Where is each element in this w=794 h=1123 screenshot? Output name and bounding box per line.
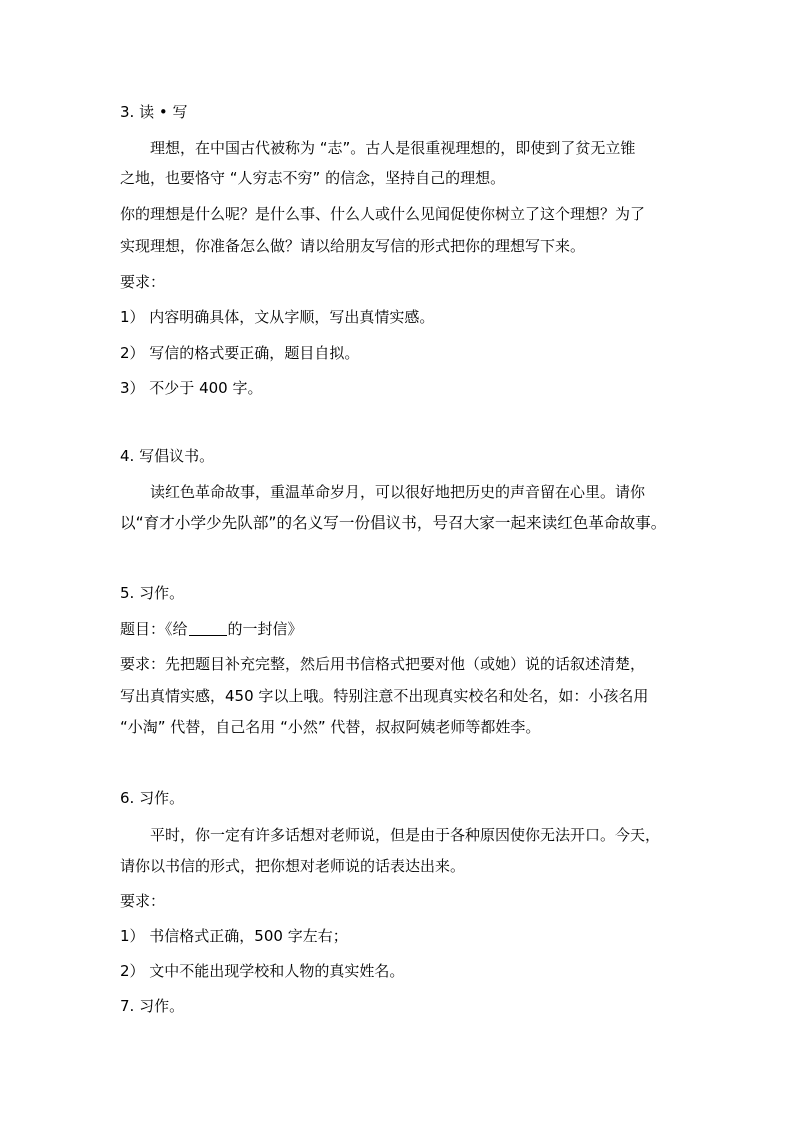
- q5-title-suffix: 的一封信》: [227, 620, 303, 638]
- q3-paragraph-2-line-2: 实现理想，你准备怎么做？请以给朋友写信的形式把你的理想写下来。: [120, 237, 586, 255]
- q3-requirement-1: 1） 内容明确具体，文从字顺，写出真情实感。: [120, 308, 435, 326]
- q4-line-2: 以“育才小学少先队部”的名义写一份倡议书，号召大家一起来读红色革命故事。: [120, 514, 667, 532]
- fill-in-blank: [189, 621, 227, 636]
- q4-line-1: 读红色革命故事，重温革命岁月，可以很好地把历史的声音留在心里。请你: [150, 483, 646, 501]
- q3-heading: 3. 读 • 写: [120, 103, 188, 121]
- q7-heading: 7. 习作。: [120, 997, 185, 1015]
- q3-requirement-2: 2） 写信的格式要正确，题目自拟。: [120, 344, 360, 362]
- q3-requirements-label: 要求：: [120, 273, 166, 291]
- q5-requirement-line-3: “小淘” 代替，自己名用 “小然” 代替，叔叔阿姨老师等都姓李。: [120, 718, 541, 736]
- q5-requirement-line-2: 写出真情实感，450 字以上哦。特别注意不出现真实校名和处名，如：小孩名用: [120, 687, 649, 705]
- q3-paragraph-2-line-1: 你的理想是什么呢？是什么事、什么人或什么见闻促使你树立了这个理想？为了: [120, 205, 646, 223]
- q6-line-2: 请你以书信的形式，把你想对老师说的话表达出来。: [120, 857, 466, 875]
- q3-paragraph-1-line-1: 理想，在中国古代被称为 “志”。古人是很重视理想的，即使到了贫无立锥: [150, 139, 636, 157]
- q6-heading: 6. 习作。: [120, 789, 185, 807]
- q6-line-1: 平时，你一定有许多话想对老师说，但是由于各种原因使你无法开口。今天，: [150, 826, 661, 844]
- q6-requirements-label: 要求：: [120, 892, 166, 910]
- q5-requirement-line-1: 要求：先把题目补充完整，然后用书信格式把要对他（或她）说的话叙述清楚，: [120, 655, 646, 673]
- q3-paragraph-1-line-2: 之地，也要恪守 “人穷志不穷” 的信念，坚持自己的理想。: [120, 169, 506, 187]
- q5-title-prefix: 题目：《给: [120, 620, 188, 638]
- q5-title: [120, 619, 680, 639]
- q6-requirement-1: 1） 书信格式正确，500 字左右；: [120, 927, 348, 945]
- q5-heading: 5. 习作。: [120, 584, 185, 602]
- q6-requirement-2: 2） 文中不能出现学校和人物的真实姓名。: [120, 962, 405, 980]
- q4-heading: 4. 写倡议书。: [120, 447, 215, 465]
- q3-requirement-3: 3） 不少于 400 字。: [120, 379, 263, 397]
